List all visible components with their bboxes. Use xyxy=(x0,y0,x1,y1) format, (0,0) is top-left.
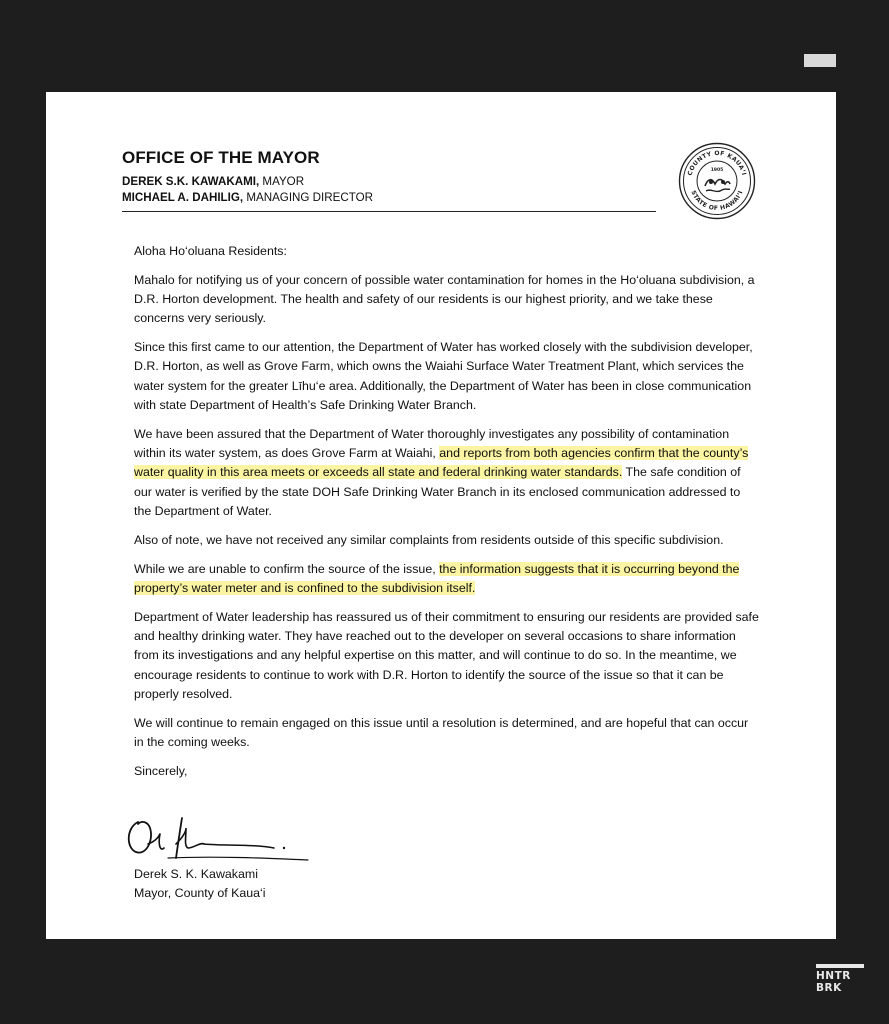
paragraph-1: Mahalo for notifying us of your concern of possible water contamination for homes in the Ho‘oluana subdivision, a D.R. Horton development. The health and safety of our residents is our highest priority, and we take these concerns very seriously. xyxy=(134,272,755,326)
paragraph-2: Since this first came to our attention, the Department of Water has worked closely with the subdivision developer, D.R. Horton, as well as Grove Farm, which owns the Waiahi Surface Water Treatment Plant, which services the water system for the greater Līhu‘e area. Additionally, the Department of Water has been in close communication with state Department of Health’s Safe Drinking Water Branch. xyxy=(134,340,753,413)
greeting: Aloha Ho‘oluana Residents: xyxy=(134,244,287,258)
brand-line-2: BRK xyxy=(816,982,842,994)
signer-title: Mayor, County of Kaua‘i xyxy=(134,886,266,901)
letterhead xyxy=(122,148,656,206)
closing: Sincerely, xyxy=(134,763,188,778)
paragraph-5-part-a: While we are unable to confirm the source of the issue, xyxy=(134,561,440,576)
director-line xyxy=(122,190,656,206)
brand-bar xyxy=(816,964,864,968)
seal-bottom-text: STATE OF HAWAIʻI xyxy=(689,189,745,213)
paragraph-7: We will continue to remain engaged on this issue until a resolution is determined, and are hopeful that can occur in the coming weeks. xyxy=(134,715,749,750)
paragraph-5 xyxy=(134,560,760,599)
seal-year: 1905 xyxy=(710,168,724,173)
paragraph-3 xyxy=(134,425,760,521)
brand-line-1: HNTR xyxy=(816,970,851,982)
director-name: MICHAEL A. DAHILIG, xyxy=(122,191,244,204)
mayor-name: DEREK S.K. KAWAKAMI, xyxy=(122,175,260,188)
signer-name: Derek S. K. Kawakami xyxy=(134,867,258,881)
mayor-role: MAYOR xyxy=(259,175,305,188)
seal-top-text: COUNTY OF KAUAʻI xyxy=(686,149,748,177)
signature-icon xyxy=(124,814,310,866)
highlight-agency-reports: and reports from both agencies confirm that the county’s water quality in this area meets or exceeds all state and federal drinking water standards. xyxy=(134,446,749,480)
paragraph-6: Department of Water leadership has reassured us of their commitment to ensuring our residents are provided safe and healthy drinking water. They have reached out to the developer on several occasions to share information from its investigations and any helpful expertise on this matter, and will continue to do so. In the meantime, we encourage residents to continue to work with D.R. Horton to identify the source of the issue so that it can be properly resolved. xyxy=(134,609,759,701)
paragraph-3-part-b: The safe condition of our water is verified by the state DOH Safe Drinking Water Branch in its enclosed communication addressed to the Department of Water. xyxy=(134,465,741,519)
county-seal-icon xyxy=(678,142,756,220)
paragraph-3-part-a: We have been assured that the Department of Water thoroughly investigates any possibility of contamination within its water system, as does Grove Farm at Waiahi, xyxy=(134,426,730,461)
header-rule xyxy=(122,211,656,212)
highlight-issue-location: the information suggests that it is occurring beyond the property’s water meter and is confined to the subdivision itself. xyxy=(134,561,740,595)
mayor-line xyxy=(122,174,656,190)
office-title: OFFICE OF THE MAYOR xyxy=(122,148,320,167)
corner-tab xyxy=(804,54,836,67)
signature-block xyxy=(134,865,266,904)
letter-body xyxy=(134,242,760,791)
director-role: MANAGING DIRECTOR xyxy=(243,191,373,204)
paragraph-4: Also of note, we have not received any similar complaints from residents outside of this specific subdivision. xyxy=(134,532,724,547)
brand-logo xyxy=(816,964,864,994)
letter-page xyxy=(46,92,836,939)
